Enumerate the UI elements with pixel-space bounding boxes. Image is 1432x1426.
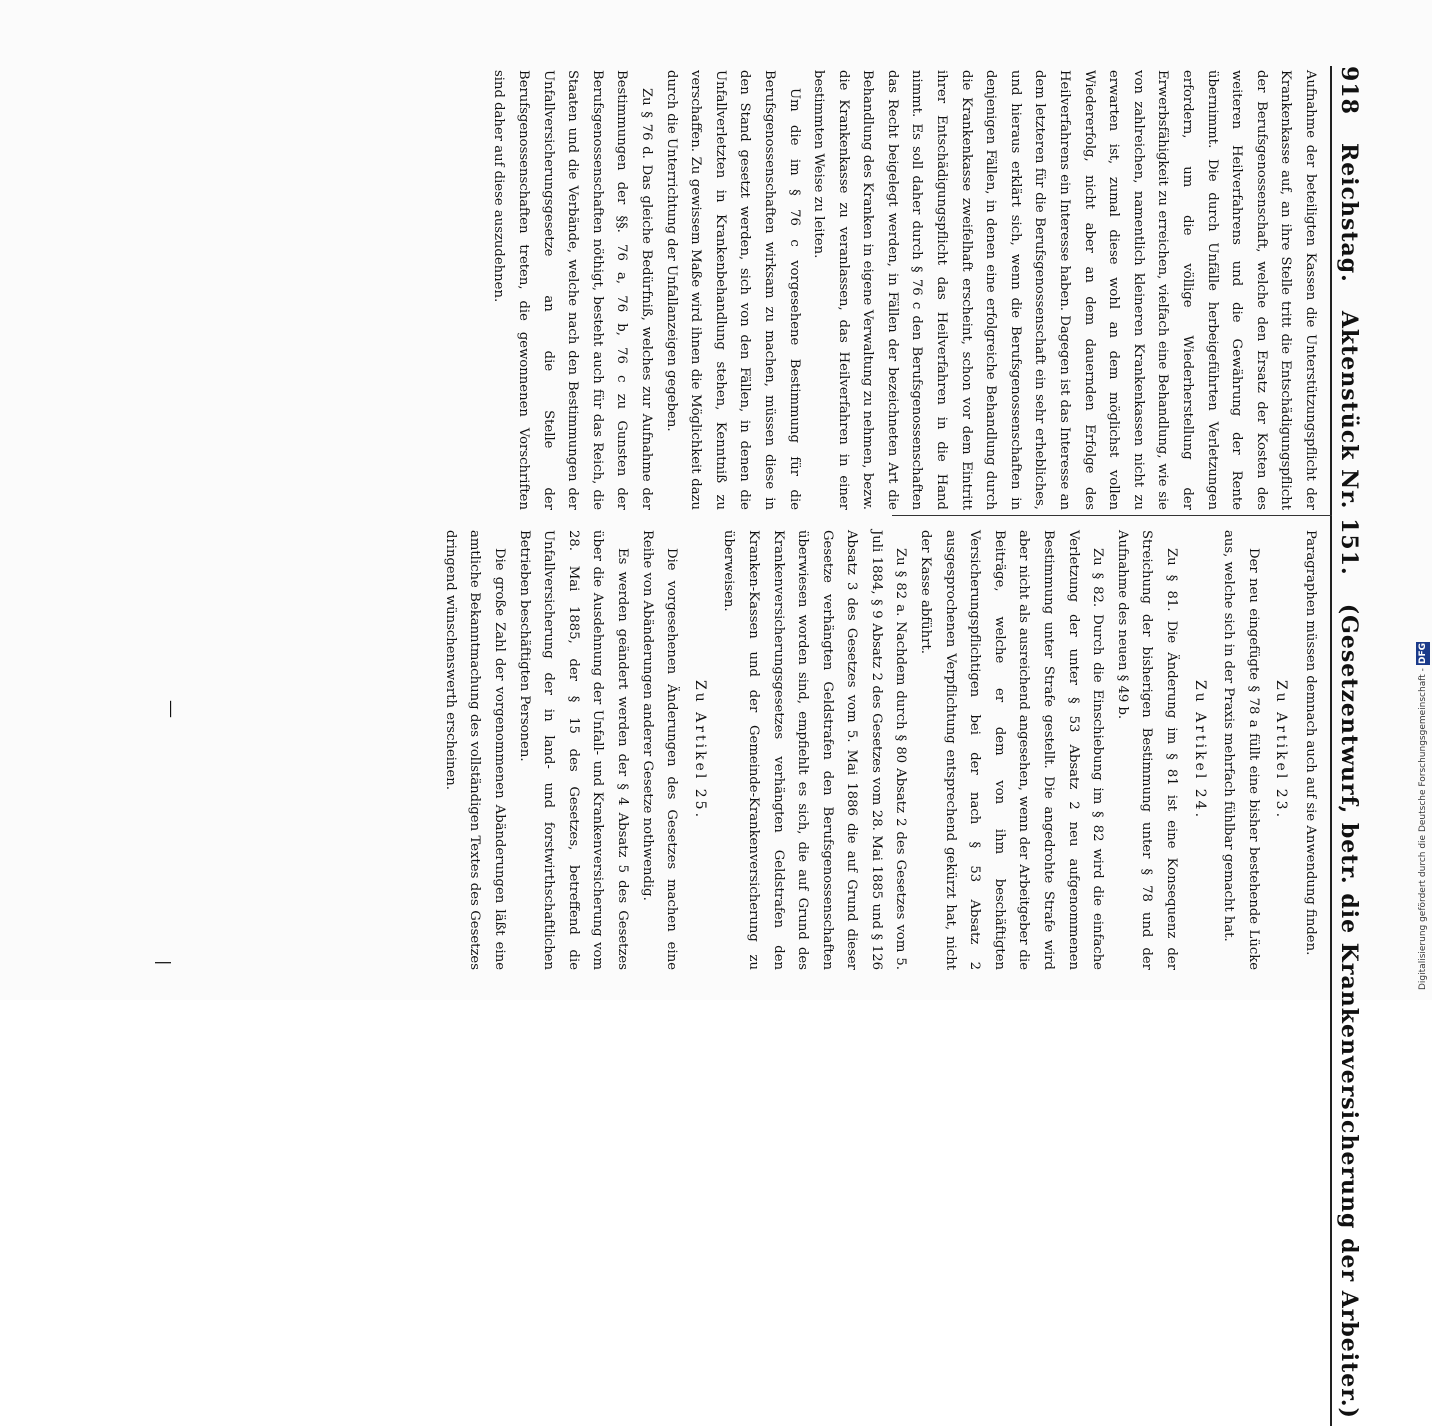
paragraph: Paragraphen müssen demnach auch auf sie Anwendung finden.: [1303, 530, 1318, 956]
paragraph: Es werden geändert werden der § 4 Absatz 5 des Gesetzes über die Ausdehnung der Unfall- und Krankenversicherung vom 28. Mai 1885, der § 15 des Gesetzes, betreffend die Unfallversicherung der in land- und forstwirthschaftlichen Betrieben beschäftigten Personen.: [516, 530, 630, 970]
document-subject: (Gesetzentwurf, betr. die Krankenversicherung der Arbeiter.): [1336, 603, 1362, 1419]
left-column: [486, 70, 1322, 510]
paragraph: Aufnahme der beteiligten Kassen die Unterstützungspflicht der Krankenkasse auf, an ihre Stelle tritt die Entschädigungspflicht der Berufsgenossenschaft, welche den Ersatz der Kosten des weiteren Heilverfahrens und die Gewährung der Rente übernimmt. Die durch Unfälle herbeigeführten Verletzungen erfordern, um die völlige Wiederherstellung der Erwerbsfähigkeit zu erreichen, vielfach eine Behandlung, wie sie von zahlreichen, namentlich kleineren Krankenkassen nicht zu erwarten ist, zumal diese wohl an dem möglichst vollen Wiedererfolg, nicht aber an dem dauernden Erfolge des Heilverfahrens ein Interesse haben. Dagegen ist das Interesse an dem letzteren für die Berufsgenossenschaft ein sehr erhebliches, und hieraus erklärt sich, wenn die Berufsgenossenschaften in denjenigen Fällen, in denen eine erfolgreiche Behandlung durch die Krankenkasse zweifelhaft erscheint, schon vor dem Eintritt ihrer Entschädigungspflicht das Heilverfahren in die Hand nimmt. Es soll daher durch § 76 c den Berufsgenossenschaften das Recht beigelegt werden, in Fällen der bezeichneten Art die Behandlung des Kranken in eigene Verwaltung zu nehmen, bezw. die Krankenkasse zu veranlassen, das Heilverfahren in einer bestimmten Weise zu leiten.: [811, 70, 1318, 510]
paragraph: Zu § 76 d. Das gleiche Bedürfniß, welches zur Aufnahme der Bestimmungen der §§. 76 a, 76 b, 76 c zu Gunsten der Berufsgenossenschaften nöthigt, besteht auch für das Reich, die Staaten und die Verbände, welche nach den Bestimmungen der Unfallversicherungsgesetze an die Stelle der Berufsgenossenschaften treten, die gewonnenen Vorschriften sind daher auf diese auszudehnen.: [491, 70, 654, 510]
dash-mark: —: [161, 700, 182, 718]
footer-text: Digitalisierung gefördert durch die Deutsche Forschungsgemeinschaft -: [1418, 668, 1428, 990]
paragraph: Der neu eingefügte § 78 a füllt eine bisher bestehende Lücke aus, welche sich in der Praxis mehrfach fühlbar gemacht hat.: [1221, 530, 1261, 970]
page-number: 918: [1336, 66, 1362, 115]
assembly-name: Reichstag.: [1336, 142, 1362, 283]
article-heading: Zu Artikel 23.: [1273, 679, 1290, 821]
paragraph: Die vorgesehenen Änderungen des Gesetzes machen eine Reihe von Abänderungen anderer Gesetze nothwendig.: [639, 530, 680, 970]
column-divider: [892, 515, 1332, 516]
dfg-logo: DFG: [1418, 643, 1428, 665]
paragraph: Die große Zahl der vorgenommenen Abänderungen läßt eine amtliche Bekanntmachung des vollständigen Textes des Gesetzes dringend wünschenswerth erscheinen.: [442, 530, 507, 970]
paragraph: Zu § 82. Durch die Einschiebung im § 82 wird die einfache Verletzung der unter § 53 Absatz 2 neu aufgenommenen Bestimmung unter Strafe gestellt. Die angedrohte Strafe wird aber nicht als ausreichend angesehen, wenn der Arbeitgeber die Beiträge, welche er dem von ihm beschäftigten Versicherungspflichtigen bei der nach § 53 Absatz 2 ausgesprochenen Verpflichtung entsprechend gekürzt hat, nicht der Kasse abführt.: [918, 530, 1106, 970]
paragraph: Zu § 82 a. Nachdem durch § 80 Absatz 2 des Gesetzes vom 5. Juli 1884, § 9 Absatz 2 des Gesetzes vom 28. Mai 1885 und § 126 Absatz 3 des Gesetzes vom 5. Mai 1886 die auf Grund dieser Gesetze verhängten Geldstrafen den Berufsgenossenschaften überwiesen worden sind, empfiehlt es sich, die auf Grund des Krankenversicherungsgesetzes verhängten Geldstrafen den Kranken-Kassen und der Gemeinde-Krankenversicherung zu überweisen.: [721, 530, 909, 970]
paragraph: Um die im § 76 c vorgesehene Bestimmung für die Berufsgenossenschaften wirksam zu machen, müssen diese in den Stand gesetzt werden, sich von den Fällen, in denen die Unfallverletzten in Krankenbehandlung stehen, Kenntniß zu verschaffen. Zu gewissem Maße wird ihnen die Möglichkeit dazu durch die Unterrichtung der Unfallanzeigen gegeben.: [663, 70, 802, 510]
bar-mark: |: [155, 960, 174, 966]
digitization-footer: [1416, 10, 1430, 990]
article-heading: Zu Artikel 25.: [691, 679, 708, 821]
paragraph: Zu § 81. Die Änderung im § 81 ist eine Konsequenz der Streichung der bisherigen Bestimmung unter § 78 und der Aufnahme des neuen § 49 b.: [1114, 530, 1180, 970]
right-column: [437, 530, 1322, 970]
article-heading: Zu Artikel 24.: [1191, 679, 1208, 821]
document-number: Aktenstück Nr. 151.: [1336, 310, 1362, 576]
page-header: [1330, 66, 1362, 1426]
